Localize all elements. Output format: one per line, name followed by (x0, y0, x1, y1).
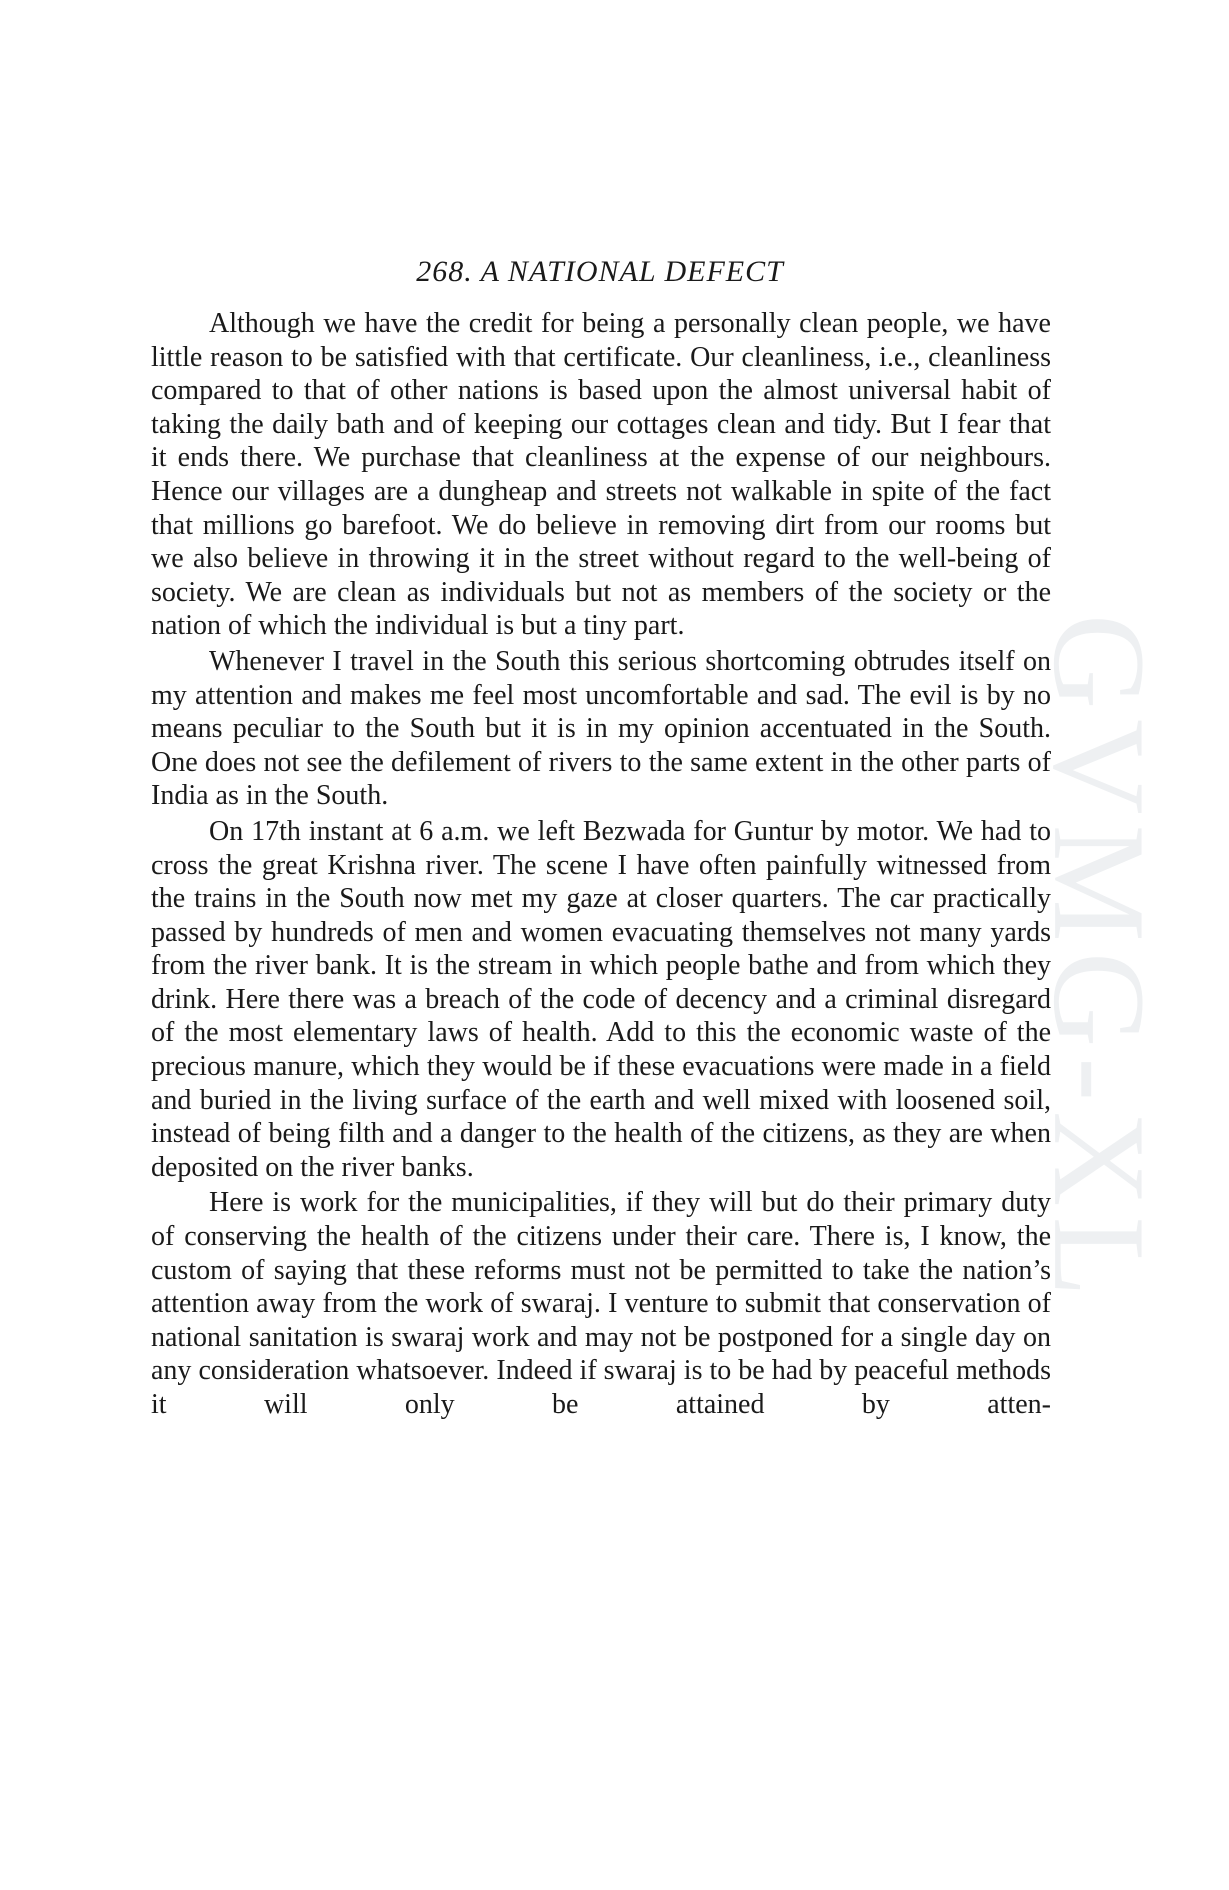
watermark (1026, 520, 1174, 1400)
paragraph-3: On 17th instant at 6 a.m. we left Bezwada for Guntur by motor. We had to cross the great Krishna river. The scene I have often painfully witnessed from the trains in the South now met my gaze at closer quarters. The car practically passed by hundreds of men and women evacuating themselves not many yards from the river bank. It is the stream in which people bathe and from which they drink. Here there was a breach of the code of decency and a criminal disregard of the most elementary laws of health. Add to this the economic waste of the precious manure, which they would be if these evacuations were made in a field and buried in the living surface of the earth and well mixed with loosened soil, instead of being filth and a danger to the health of the citizens, as they are when deposited on the river banks. (151, 815, 1051, 1183)
paragraph-2: Whenever I travel in the South this serious shortcoming obtrudes itself on my attention and makes me feel most uncomfortable and sad. The evil is by no means peculiar to the South but it is in my opinion accentuated in the South. One does not see the defilement of rivers to the same extent in the other parts of India as in the South. (151, 645, 1051, 812)
page-title: 268. A NATIONAL DEFECT (416, 255, 784, 288)
paragraph-1: Although we have the credit for being a personally clean people, we have little reason to be satisfied with that certificate. Our cleanliness, i.e., cleanliness compared to that of other nations is based upon the almost universal habit of taking the daily bath and of keeping our cottages clean and tidy. But I fear that it ends there. We purchase that cleanliness at the expense of our neighbours. Hence our villages are a dungheap and streets not walkable in spite of the fact that millions go barefoot. We do believe in removing dirt from our rooms but we also believe in throwing it in the street without regard to the well-being of society. We are clean as individuals but not as members of the society or the nation of which the individual is but a tiny part. (151, 308, 1051, 642)
body-text (151, 307, 1051, 1424)
paragraph-4: Here is work for the municipalities, if they will but do their primary duty of conserving the health of the citizens under their care. There is, I know, the custom of saying that these reforms must not be permitted to take the nation’s attention away from the work of swaraj. I venture to submit that conservation of national sanitation is swaraj work and may not be postponed for a single day on any consideration whatsoever. Indeed if swaraj is to be had by peaceful methods it will only be attained by atten- (151, 1187, 1051, 1420)
watermark-text: GVMG-XL (1026, 613, 1174, 1307)
